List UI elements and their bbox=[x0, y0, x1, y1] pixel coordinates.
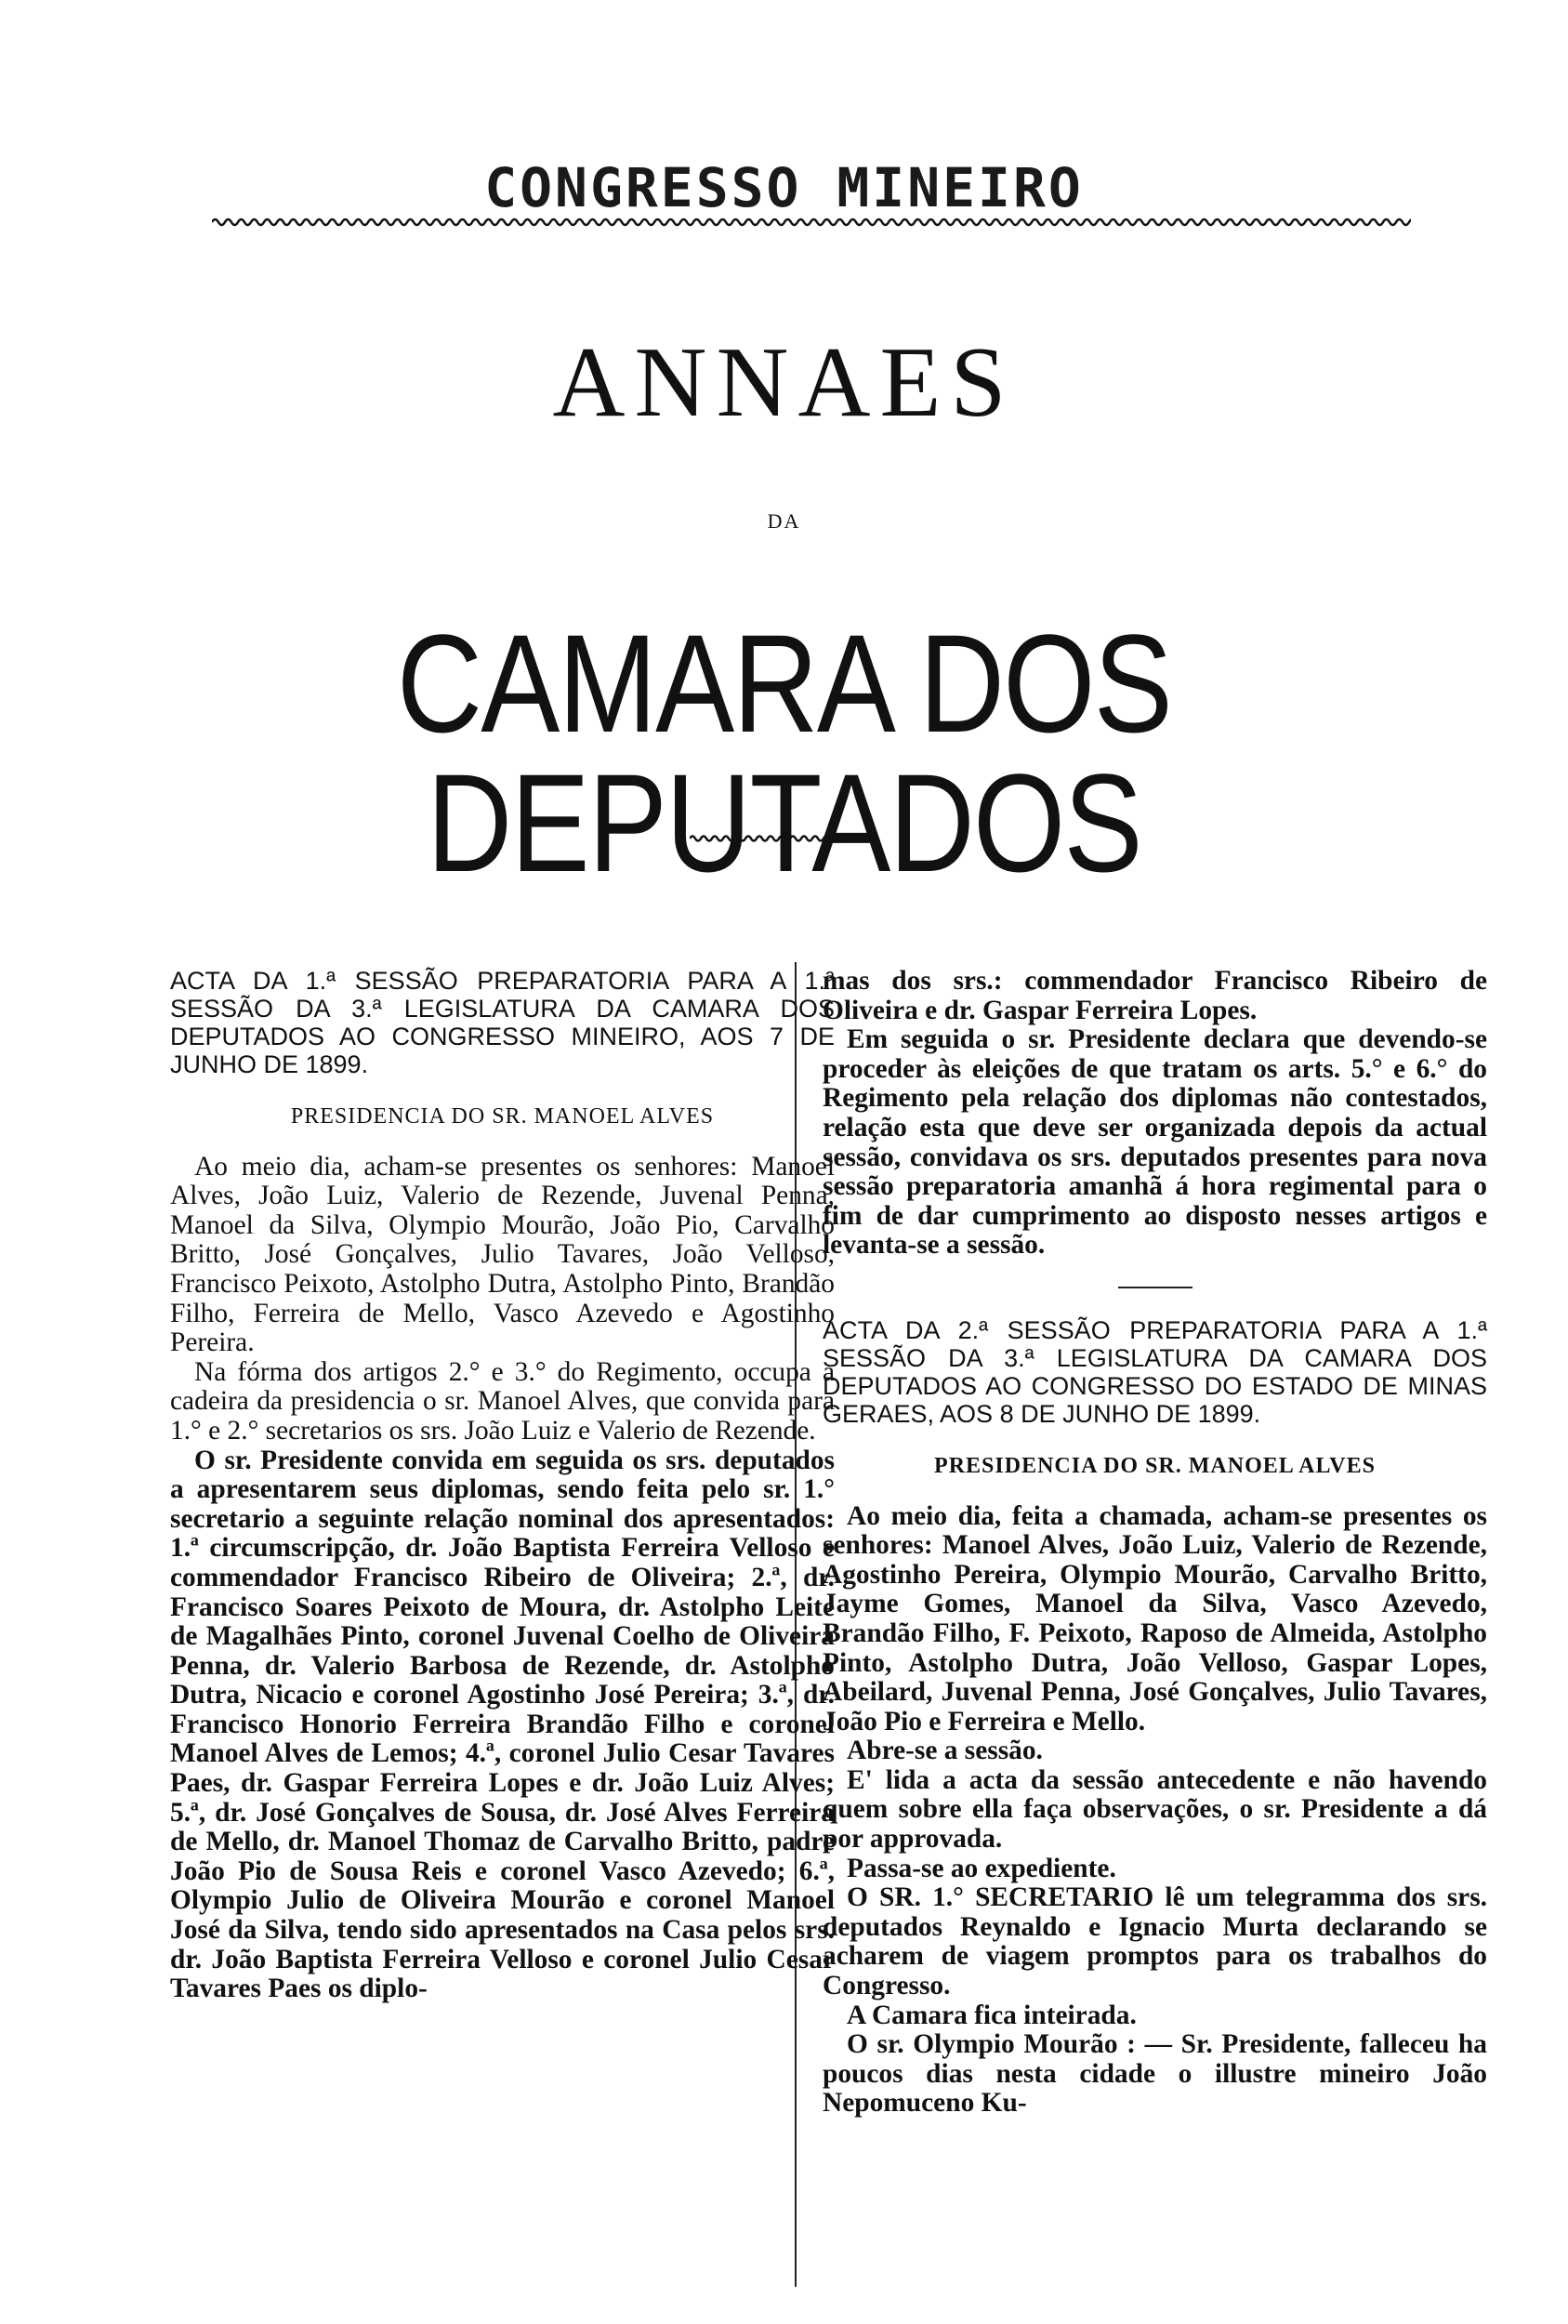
presidencia-heading-1: PRESIDENCIA DO SR. MANOEL ALVES bbox=[290, 1104, 715, 1129]
paragraph: Ao meio dia, feita a chamada, acham-se presentes os senhores: Manoel Alves, João Luiz, Valerio de Rezende, Agostinho Pereira, Olympio Mourão, Carvalho Britto, Jayme Gomes, Manoel da Silva, Vasco Azevedo, Brandão Filho, F. Peixoto, Raposo de Almeida, Astolpho Pinto, Astolpho Dutra, João Velloso, Gaspar Lopes, Abeilard, Juvenal Penna, José Gonçalves, Julio Tavares, João Pio e Ferreira e Mello. bbox=[823, 1500, 1487, 1736]
title-wavy-rule bbox=[690, 833, 866, 844]
paragraph: Abre-se a sessão. bbox=[847, 1736, 1043, 1766]
left-column bbox=[170, 967, 835, 2004]
speaker-name: O sr. Olympio Mourão : bbox=[847, 2029, 1136, 2060]
paragraph: E' lida a acta da sessão antecedente e não havendo quem sobre ella faça observações, o sr. Presidente a dá por approvada. bbox=[823, 1764, 1487, 1855]
paragraph: mas dos srs.: commendador Francisco Ribeiro de Oliveira e dr. Gaspar Ferreira Lopes. bbox=[823, 966, 1487, 1025]
acta-1-title: ACTA DA 1.ª SESSÃO PREPARATORIA PARA A 1.ª SESSÃO DA 3.ª LEGISLATURA DA CAMARA DOS DEPUTADOS AO CONGRESSO MINEIRO, AOS 7 DE JUNHO DE 1899. bbox=[170, 967, 835, 1078]
speech-text: — Sr. Presidente, falleceu ha poucos dias nesta cidade o illustre mineiro João Nepomuceno Ku- bbox=[823, 2029, 1487, 2119]
camara-title: CAMARA DOS DEPUTADOS bbox=[396, 605, 1172, 901]
section-rule bbox=[1118, 1287, 1192, 1288]
paragraph: A Camara fica inteirada. bbox=[847, 2000, 1137, 2030]
right-column bbox=[823, 967, 1487, 2119]
page-header bbox=[0, 156, 1568, 219]
presidencia-heading-2: PRESIDENCIA DO SR. MANOEL ALVES bbox=[934, 1453, 1376, 1478]
da-label: DA bbox=[767, 509, 801, 533]
paragraph: O sr. Presidente convida em seguida os srs. deputados a apresentarem seus diplomas, sendo feita pelo sr. 1.° secretario a seguinte relação nominal dos apresentados: 1.ª circumscripção, dr. João Baptista Ferreira Velloso e commendador Francisco Ribeiro de Oliveira; 2.ª, dr. Francisco Soares Peixoto de Moura, dr. Astolpho Leite de Magalhães Pinto, coronel Juvenal Coelho de Oliveira Penna, dr. Valerio Barbosa de Rezende, dr. Astolpho Dutra, Nicacio e coronel Agostinho José Pereira; 3.ª, dr. Francisco Honorio Ferreira Brandão Filho e coronel Manoel Alves de Lemos; 4.ª, coronel Julio Cesar Tavares Paes, dr. Gaspar Ferreira Lopes e dr. João Luiz Alves; 5.ª, dr. José Gonçalves de Sousa, dr. José Alves Ferreira de Mello, dr. Manoel Thomaz de Carvalho Britto, padre João Pio de Sousa Reis e coronel Vasco Azevedo; 6.ª, Olympio Julio de Oliveira Mourão e coronel Manoel José da Silva, tendo sido apresentados na Casa pelos srs. dr. João Baptista Ferreira Velloso e coronel Julio Cesar Tavares Paes os diplo- bbox=[170, 1445, 835, 2004]
paragraph bbox=[823, 2030, 1487, 2119]
paragraph: Em seguida o sr. Presidente declara que devendo-se proceder às eleições de que tratam os arts. 5.° e 6.° do Regimento pela relação dos diplomas não contestados, relação esta que deve ser organizada depois da actual sessão, convidava os srs. deputados presentes para nova sessão preparatoria amanhã á hora regimental para o fim de dar cumprimento ao disposto nesses artigos e levanta-se a sessão. bbox=[823, 1024, 1487, 1261]
paragraph: Na fórma dos artigos 2.° e 3.° do Regimento, occupa a cadeira da presidencia o sr. Manoel Alves, que convida para 1.° e 2.° secretarios os srs. João Luiz e Valerio de Rezende. bbox=[170, 1356, 835, 1446]
annaes-title: ANNAES bbox=[552, 327, 1016, 438]
paragraph: O SR. 1.° SECRETARIO lê um telegramma dos srs. deputados Reynaldo e Ignacio Murta declarando se acharem de viagem promptos para os trabalhos do Congresso. bbox=[823, 1882, 1487, 2001]
paragraph: Ao meio dia, acham-se presentes os senhores: Manoel Alves, João Luiz, Valerio de Rezende, Juvenal Penna, Manoel da Silva, Olympio Mourão, João Pio, Carvalho Britto, José Gonçalves, Julio Tavares, João Velloso, Francisco Peixoto, Astolpho Dutra, Astolpho Pinto, Brandão Filho, Ferreira de Mello, Vasco Azevedo e Agostinho Pereira. bbox=[170, 1151, 835, 1358]
acta-2-title: ACTA DA 2.ª SESSÃO PREPARATORIA PARA A 1.ª SESSÃO DA 3.ª LEGISLATURA DA CAMARA DOS DEPUTADOS AO CONGRESSO DO ESTADO DE MINAS GERAES, AOS 8 DE JUNHO DE 1899. bbox=[823, 1315, 1487, 1428]
header-wavy-rule bbox=[212, 216, 1411, 229]
paragraph: Passa-se ao expediente. bbox=[847, 1853, 1116, 1883]
header-title: CONGRESSO MINEIRO bbox=[484, 156, 1084, 219]
